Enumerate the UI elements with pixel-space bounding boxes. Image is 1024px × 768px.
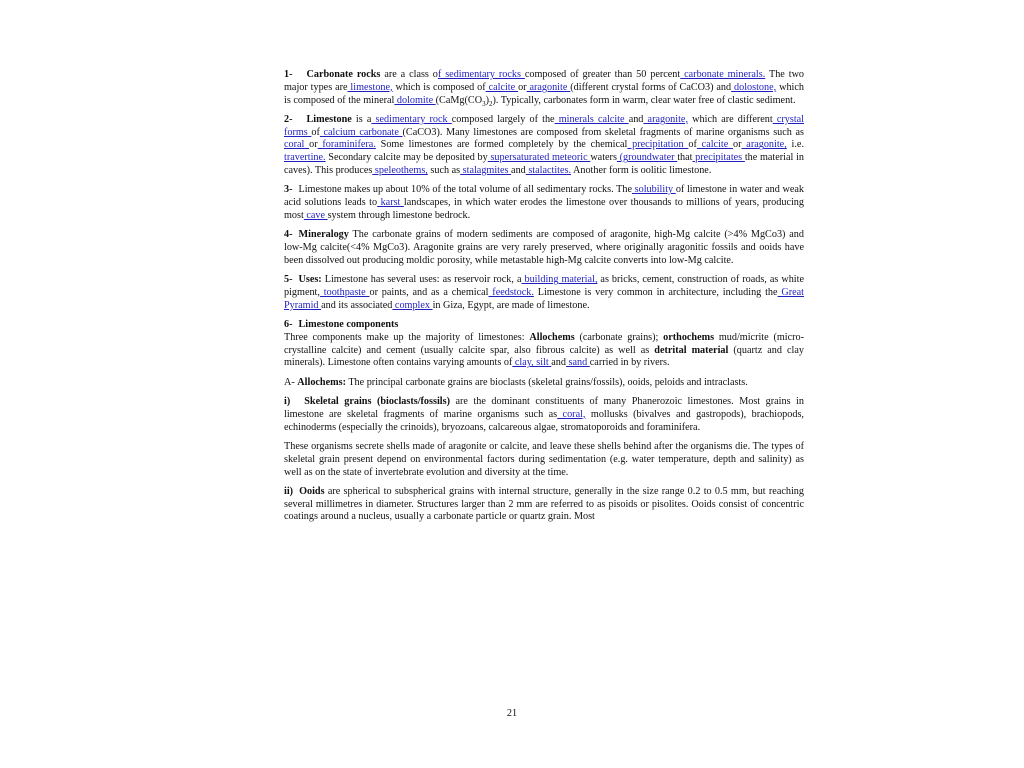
link-precipitation[interactable]: precipitation bbox=[627, 139, 689, 151]
text: The principal carbonate grains are bioclasts (skeletal grains/fossils), ooids, peloids and intraclasts. bbox=[345, 376, 748, 388]
text: such as bbox=[427, 165, 461, 177]
item-letter: A- bbox=[284, 376, 298, 388]
link-dolostone[interactable]: dolostone, bbox=[731, 81, 777, 93]
text: as bricks, cement, construction of roads, as white pigment, bbox=[284, 274, 804, 298]
item-number: 1- bbox=[284, 69, 293, 80]
text: Secondary calcite may be deposited by bbox=[325, 152, 488, 164]
text: and bbox=[551, 357, 566, 369]
text: are a class o bbox=[380, 69, 438, 80]
link-travertine[interactable]: travertine. bbox=[284, 152, 326, 164]
subscript: 2 bbox=[488, 99, 493, 108]
text: ) bbox=[485, 94, 489, 106]
paragraph-mineralogy bbox=[284, 229, 804, 267]
link-aragonite[interactable]: aragonite bbox=[526, 81, 571, 93]
text: system through limestone bedrock. bbox=[327, 209, 471, 221]
text: (quartz and clay minerals). Limestone often contains varying amounts of bbox=[284, 344, 804, 369]
text: are spherical to subspherical grains with internal structure, generally in the size range 0.2 to 0.5 mm, but reaching several millimetres in diameter. Structures larger than 2 mm are referred to as pisoids or pisolites. Ooids consist of concentric coatings around a nucleus, usually a carbonate particle or quartz grain. Most bbox=[284, 485, 804, 523]
link-sedimentary-rocks[interactable]: f sedimentary rocks bbox=[437, 69, 525, 80]
text: or bbox=[518, 81, 527, 93]
link-coral[interactable]: coral bbox=[284, 139, 310, 151]
text: or paints, and as a chemical bbox=[369, 286, 489, 298]
text: and bbox=[511, 165, 526, 177]
text: i.e. bbox=[786, 139, 804, 151]
text: ). Typically, carbonates form in warm, clear water free of clastic sediment. bbox=[492, 94, 796, 106]
text: Some limestones are formed completely by the chemical bbox=[375, 139, 628, 151]
link-feedstock[interactable]: feedstock. bbox=[488, 286, 534, 298]
text: Another form is oolitic limestone. bbox=[571, 165, 712, 177]
item-number: i) bbox=[284, 396, 291, 408]
text: composed largely of the bbox=[451, 113, 555, 125]
link-clay-silt[interactable]: clay, silt bbox=[512, 357, 552, 369]
link-complex[interactable]: complex bbox=[392, 299, 433, 311]
text: Limestone is very common in architecture, including the bbox=[533, 286, 778, 298]
text: the material in caves). This produces bbox=[284, 152, 804, 177]
item-number: 5- bbox=[284, 274, 293, 286]
link-aragonite[interactable]: aragonite, bbox=[643, 113, 689, 125]
link-toothpaste[interactable]: toothpaste bbox=[319, 286, 370, 298]
link-solubility[interactable]: solubility bbox=[631, 184, 676, 196]
paragraph-organisms bbox=[284, 441, 804, 479]
item-number: 3- bbox=[284, 184, 293, 196]
paragraph-ooids bbox=[284, 486, 804, 524]
text: in Giza, Egypt, are made of limestone. bbox=[432, 299, 590, 311]
text: carried in by rivers. bbox=[589, 357, 670, 369]
paragraph-carbonate-rocks bbox=[284, 69, 804, 107]
link-calcite[interactable]: calcite bbox=[696, 139, 734, 151]
link-limestone[interactable]: limestone, bbox=[347, 81, 393, 93]
link-supersaturated-meteoric[interactable]: supersaturated meteoric bbox=[487, 152, 591, 164]
text: of bbox=[688, 139, 697, 151]
text: which is composed of the mineral bbox=[284, 81, 805, 106]
link-coral[interactable]: coral, bbox=[557, 408, 586, 420]
term-detrital-material: detrital material bbox=[654, 344, 729, 356]
page-number: 21 bbox=[506, 708, 518, 719]
link-carbonate-minerals[interactable]: carbonate minerals. bbox=[680, 69, 766, 80]
text: mud/micrite (micro-crystalline calcite) and cement (usually calcite spar, also fibrous calcite) as well as bbox=[284, 331, 804, 356]
text: and its associated bbox=[321, 299, 393, 311]
item-number: 2- bbox=[284, 113, 293, 125]
text: or bbox=[309, 139, 318, 151]
term-allochems: Allochems: bbox=[297, 376, 346, 388]
document-body bbox=[284, 69, 804, 531]
text: mollusks (bivalves and gastropods), brachiopods, echinoderms (especially the crinoids), bryozoans, calcareous algae, stromatoporoids and foraminifera. bbox=[284, 408, 804, 433]
link-groundwater[interactable]: (groundwater bbox=[616, 152, 678, 164]
paragraph-allochems bbox=[284, 377, 804, 390]
term-allochems: Allochems bbox=[529, 331, 575, 343]
item-number: ii) bbox=[284, 485, 294, 497]
link-karst[interactable]: karst bbox=[377, 197, 404, 209]
link-speleothems[interactable]: speleothems, bbox=[372, 165, 428, 177]
text: The two major types are bbox=[284, 69, 805, 93]
text: composed of greater than 50 percent bbox=[524, 69, 681, 80]
text: are the dominant constituents of many Phanerozoic limestones. Most grains in limestone are skeletal fragments of marine organisms such as bbox=[284, 396, 804, 420]
text: which are different bbox=[688, 113, 773, 125]
link-great-pyramid[interactable]: Great Pyramid bbox=[284, 286, 804, 311]
text: of bbox=[311, 126, 320, 138]
text: landscapes, in which water erodes the limestone over thousands to millions of years, producing most bbox=[284, 197, 804, 221]
link-precipitates[interactable]: precipitates bbox=[692, 152, 745, 164]
text: (different crystal forms of CaCO3) and bbox=[570, 81, 732, 93]
link-minerals-calcite[interactable]: minerals calcite bbox=[554, 113, 629, 125]
link-stalactites[interactable]: stalactites. bbox=[525, 165, 572, 177]
link-aragonite-2[interactable]: aragonite, bbox=[741, 139, 787, 151]
item-number: 6- bbox=[284, 319, 293, 331]
text: Limestone makes up about 10% of the total volume of all sedimentary rocks. The bbox=[298, 184, 632, 196]
text: which is composed of bbox=[392, 81, 486, 93]
link-cave[interactable]: cave bbox=[303, 209, 328, 221]
text: These organisms secrete shells made of aragonite or calcite, and leave these shells behind after the organisms die. The types of skeletal grain present depend on environmental factors during sedimentation (e.g. water temperature, depth and salinity) as well as on the state of invertebrate evolution and diversity at the time. bbox=[284, 440, 804, 478]
text: and bbox=[628, 113, 644, 125]
text: Three components make up the majority of limestones: bbox=[284, 331, 530, 343]
paragraph-skeletal-grains bbox=[284, 396, 804, 434]
text: is a bbox=[351, 113, 372, 125]
link-stalagmites[interactable]: stalagmites bbox=[460, 165, 512, 177]
paragraph-limestone-volume bbox=[284, 184, 804, 222]
link-foraminifera[interactable]: foraminifera. bbox=[317, 139, 376, 151]
term-skeletal-grains: Skeletal grains (bioclasts/fossils) bbox=[304, 396, 450, 408]
subscript: 3 bbox=[482, 99, 486, 108]
text: that bbox=[677, 152, 693, 164]
term-carbonate-rocks: Carbonate rocks bbox=[306, 69, 381, 80]
text: (carbonate grains); bbox=[574, 331, 664, 343]
link-building-material[interactable]: building material, bbox=[521, 274, 598, 286]
text: or bbox=[733, 139, 742, 151]
term-mineralogy: Mineralogy bbox=[298, 229, 349, 241]
text: waters bbox=[590, 152, 617, 164]
text: The carbonate grains of modern sediments are composed of aragonite, high-Mg calcite (>4% MgCo3) and low-Mg calcite(<4% MgCo3). Aragonite grains are very rarely preserved, where originally aragonitic fossils and ooids have been dissolved out producing moldic porosity, while metastable high-Mg calcite converts into low-Mg calcite. bbox=[284, 229, 804, 266]
term-orthochems: orthochems bbox=[663, 331, 715, 343]
link-sedimentary-rock[interactable]: sedimentary rock bbox=[371, 113, 452, 125]
link-calcite[interactable]: calcite bbox=[485, 81, 519, 93]
term-ooids: Ooids bbox=[299, 485, 325, 497]
text: (CaMg(CO bbox=[435, 94, 483, 106]
paragraph-uses bbox=[284, 274, 804, 312]
term-uses: Uses: bbox=[298, 274, 322, 286]
section-heading: Limestone components bbox=[298, 319, 399, 331]
paragraph-limestone-components bbox=[284, 319, 804, 370]
text: of limestone in water and weak acid solutions leads to bbox=[284, 184, 804, 209]
link-dolomite[interactable]: dolomite bbox=[394, 94, 436, 106]
term-limestone: Limestone bbox=[306, 113, 352, 125]
paragraph-limestone bbox=[284, 114, 804, 178]
link-crystal-forms[interactable]: crystal forms bbox=[284, 113, 805, 138]
text: (CaCO3). Many limestones are composed from skeletal fragments of marine organisms such as bbox=[402, 126, 804, 138]
text: Limestone has several uses: as reservoir rock, a bbox=[321, 274, 522, 286]
item-number: 4- bbox=[284, 229, 293, 241]
link-sand[interactable]: sand bbox=[566, 357, 590, 369]
link-calcium-carbonate[interactable]: calcium carbonate bbox=[319, 126, 403, 138]
